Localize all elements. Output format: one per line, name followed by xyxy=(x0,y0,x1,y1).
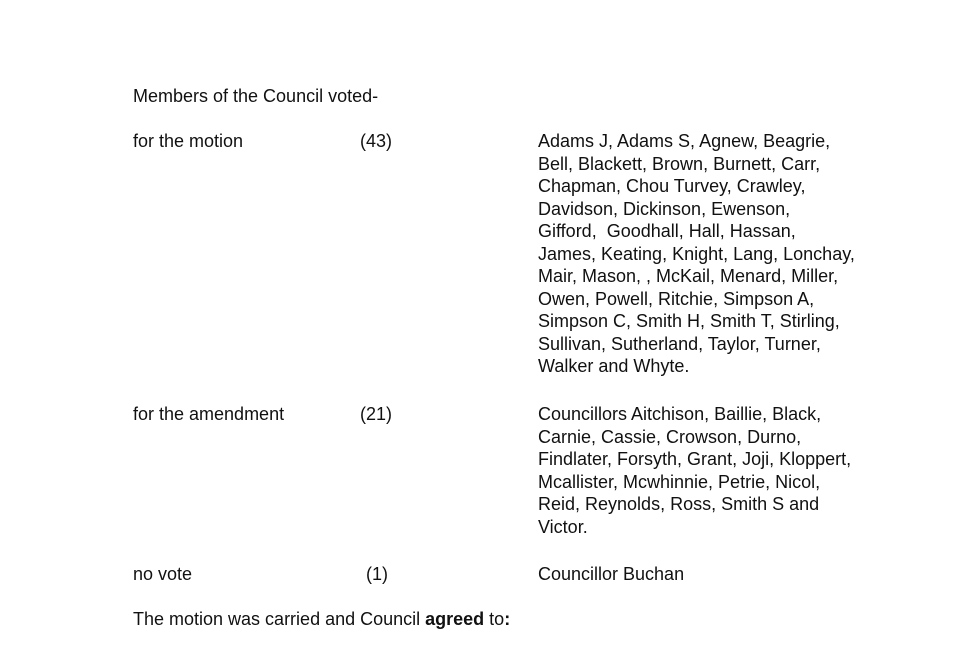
outcome-prefix: The motion was carried and Council xyxy=(133,609,426,629)
motion-voter-line: Owen, Powell, Ritchie, Simpson A, xyxy=(538,288,815,309)
motion-outcome xyxy=(133,608,510,631)
motion-voter-list xyxy=(538,130,918,378)
motion-voter-line: Gifford, Goodhall, Hall, Hassan, xyxy=(538,221,796,241)
motion-voter-line: Sullivan, Sutherland, Taylor, Turner, xyxy=(538,333,821,354)
amendment-voter-line: Councillors Aitchison, Baillie, Black, xyxy=(538,404,822,424)
motion-voter-line: Simpson C, Smith H, Smith T, Stirling, xyxy=(538,311,840,331)
amendment-voter-line: Mcallister, Mcwhinnie, Petrie, Nicol, xyxy=(538,471,821,492)
amendment-voter-line: Victor. xyxy=(538,516,588,537)
amendment-voter-list xyxy=(538,403,918,538)
outcome-emphasis: agreed xyxy=(425,609,485,629)
no-vote-label: no vote xyxy=(133,564,193,584)
motion-voter-line: Chapman, Chou Turvey, Crawley, xyxy=(538,176,806,196)
motion-voter-line: Mair, Mason, , McKail, Menard, Miller, xyxy=(538,266,839,286)
outcome-colon: : xyxy=(504,609,511,629)
amendment-vote-label: for the amendment xyxy=(133,404,285,424)
motion-voter-line: Adams J, Adams S, Agnew, Beagrie, xyxy=(538,131,831,151)
motion-vote-count: (43) xyxy=(360,131,393,151)
no-vote-line: Councillor Buchan xyxy=(538,564,685,584)
motion-voter-line: James, Keating, Knight, Lang, Lonchay, xyxy=(538,243,855,264)
vote-intro: Members of the Council voted- xyxy=(133,86,379,106)
outcome-middle: to xyxy=(484,609,505,629)
no-vote-list xyxy=(538,563,918,586)
motion-voter-line: Davidson, Dickinson, Ewenson, xyxy=(538,198,791,219)
motion-voter-line: Walker and Whyte. xyxy=(538,356,690,376)
motion-voter-line: Bell, Blackett, Brown, Burnett, Carr, xyxy=(538,153,821,174)
amendment-voter-line: Reid, Reynolds, Ross, Smith S and xyxy=(538,494,820,514)
amendment-voter-line: Findlater, Forsyth, Grant, Joji, Kloppert, xyxy=(538,449,852,469)
no-vote-count: (1) xyxy=(366,564,388,584)
motion-vote-label: for the motion xyxy=(133,131,244,151)
amendment-vote-count: (21) xyxy=(360,404,393,424)
amendment-voter-line: Carnie, Cassie, Crowson, Durno, xyxy=(538,426,802,447)
